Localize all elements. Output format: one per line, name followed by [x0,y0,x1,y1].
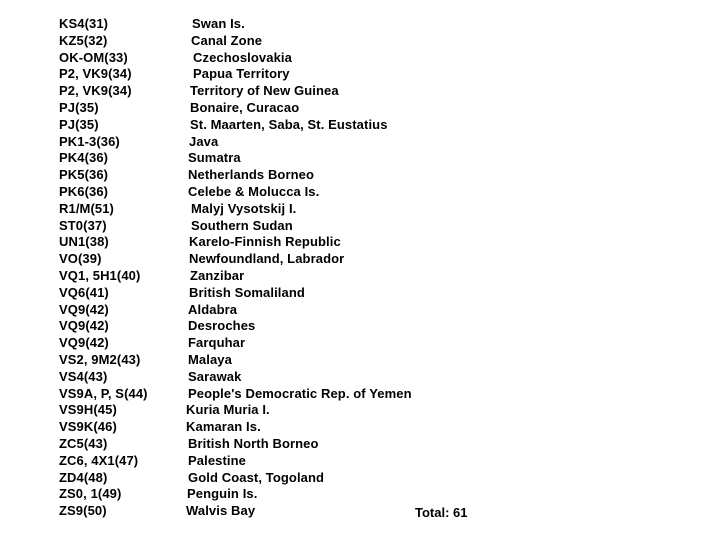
entity-entry: Java [189,133,219,149]
prefix-entry: ZD4(48) [59,469,108,485]
entity-entry: Aldabra [188,301,238,317]
prefix-entry: VQ9(42) [59,318,109,334]
entity-entry: Bonaire, Curacao [190,99,300,115]
prefix-column [59,16,179,520]
entity-entry: Malyj Vysotskij I. [191,200,297,216]
entity-entry: Newfoundland, Labrador [189,251,345,267]
entity-entry: Sarawak [188,368,242,384]
prefix-entry: VS4(43) [59,368,108,384]
total-count: Total: 61 [415,505,468,520]
entity-entry: Penguin Is. [187,486,258,502]
prefix-entry: P2, VK9(34) [59,83,132,99]
entity-entry: Walvis Bay [186,503,256,519]
prefix-entry: ZS9(50) [59,503,107,519]
entity-entry: Czechoslovakia [193,49,292,65]
entity-entry: Desroches [188,318,256,334]
prefix-entry: PK4(36) [59,150,109,166]
entity-entry: Celebe & Molucca Is. [188,183,320,199]
prefix-entry: VS9A, P, S(44) [59,385,148,401]
prefix-entry: PK6(36) [59,183,109,199]
prefix-entry: VS2, 9M2(43) [59,351,141,367]
entity-entry: Canal Zone [191,32,263,48]
prefix-entry: ZS0, 1(49) [59,486,122,502]
prefix-entry: VO(39) [59,251,102,267]
prefix-entry: VQ1, 5H1(40) [59,267,141,283]
entity-entry: Malaya [188,351,232,367]
entity-entry: Southern Sudan [191,217,293,233]
prefix-entry: VQ6(41) [59,284,109,300]
prefix-entry: ZC6, 4X1(47) [59,452,139,468]
entity-entry: Palestine [188,452,246,468]
entity-column [186,16,516,520]
prefix-entry: KZ5(32) [59,32,108,48]
prefix-entry: ZC5(43) [59,435,108,451]
prefix-entry: PK1-3(36) [59,133,120,149]
entity-entry: Papua Territory [193,66,290,82]
prefix-entry: UN1(38) [59,234,109,250]
entity-entry: Kuria Muria I. [186,402,270,418]
prefix-entry: VS9K(46) [59,419,117,435]
prefix-entry: PJ(35) [59,116,99,132]
prefix-entry: ST0(37) [59,217,107,233]
entity-entry: Karelo-Finnish Republic [189,234,341,250]
prefix-entry: VQ9(42) [59,301,109,317]
entity-entry: People's Democratic Rep. of Yemen [188,385,412,401]
entity-entry: British Somaliland [189,284,305,300]
entity-entry: Zanzibar [190,267,245,283]
prefix-entry: PK5(36) [59,167,109,183]
entity-entry: Kamaran Is. [186,419,261,435]
prefix-entry: OK-OM(33) [59,49,128,65]
entity-entry: Swan Is. [192,16,245,31]
entity-entry: Farquhar [188,335,246,351]
entity-entry: Gold Coast, Togoland [188,469,325,485]
entity-entry: St. Maarten, Saba, St. Eustatius [190,116,388,132]
entity-entry: British North Borneo [188,435,319,451]
prefix-entry: KS4(31) [59,16,109,31]
prefix-entry: R1/M(51) [59,200,114,216]
prefix-entry: VS9H(45) [59,402,117,418]
entity-entry: Sumatra [188,150,241,166]
prefix-entry: VQ9(42) [59,335,109,351]
entity-entry: Territory of New Guinea [190,83,339,99]
entity-entry: Netherlands Borneo [188,167,315,183]
prefix-entry: P2, VK9(34) [59,66,132,82]
prefix-entry: PJ(35) [59,99,99,115]
